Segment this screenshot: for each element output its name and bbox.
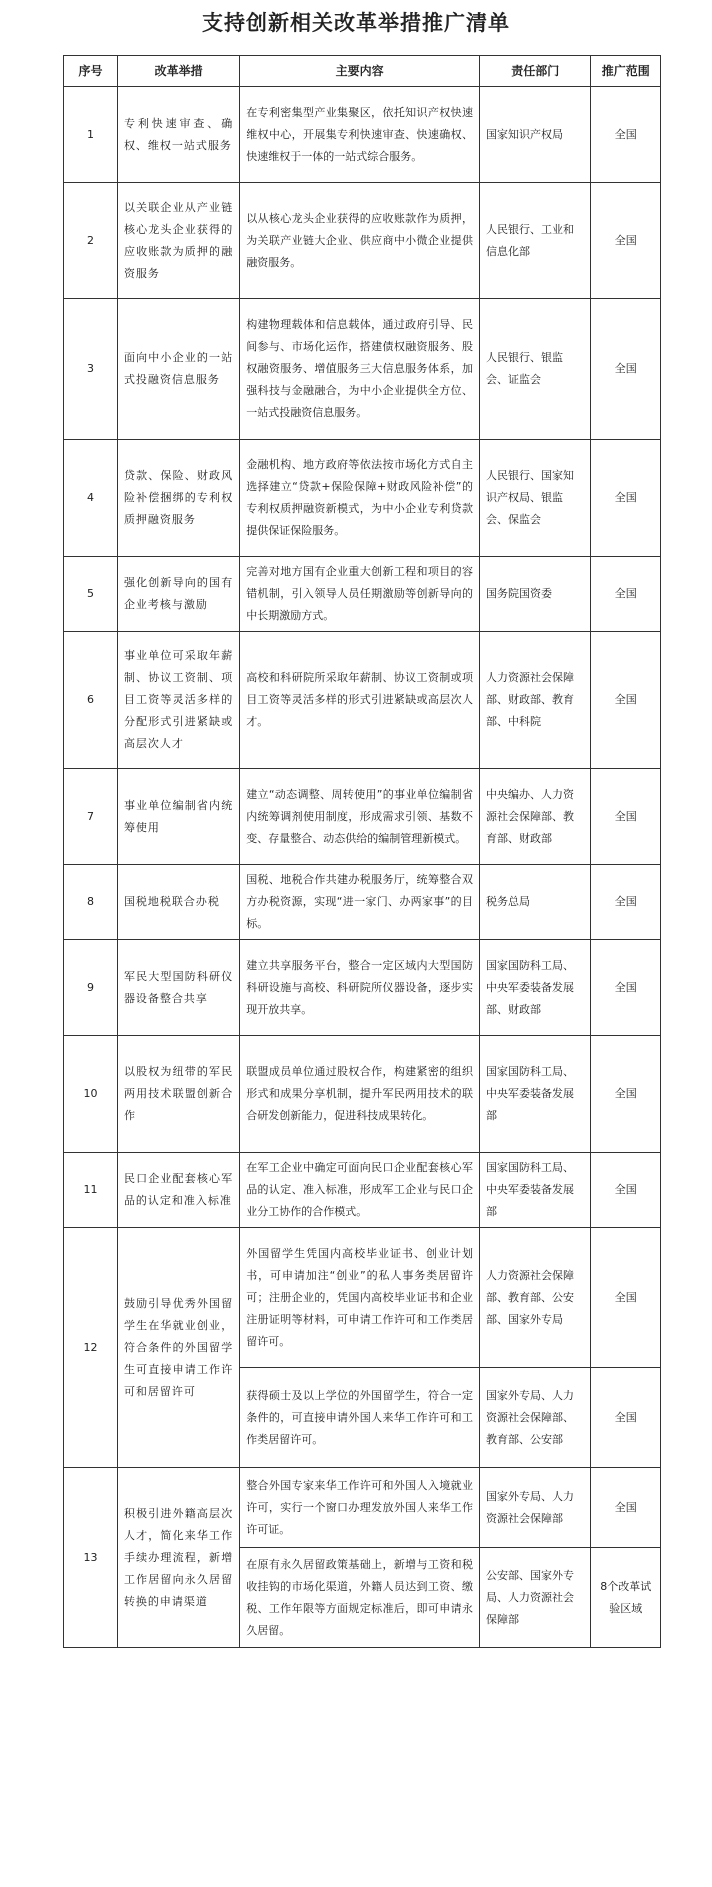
header-measure: 改革举措 xyxy=(117,56,239,87)
main-content: 在军工企业中确定可面向民口企业配套核心军品的认定、准入标准，形成军工企业与民口企业分工协作的合作模式。 xyxy=(240,1153,480,1228)
row-number: 4 xyxy=(64,440,118,557)
table-row xyxy=(64,557,661,632)
row-number: 12 xyxy=(64,1228,118,1468)
promotion-scope: 全国 xyxy=(591,769,661,865)
responsible-dept: 人力资源社会保障部、财政部、教育部、中科院 xyxy=(479,632,590,769)
main-content: 建立“动态调整、周转使用”的事业单位编制省内统筹调剂使用制度，形成需求引领、基数不变、存量整合、动态供给的编制管理新模式。 xyxy=(240,769,480,865)
responsible-dept: 国家知识产权局 xyxy=(479,87,590,183)
page-title: 支持创新相关改革举措推广清单 xyxy=(202,10,510,35)
row-number: 3 xyxy=(64,299,118,440)
row-number: 10 xyxy=(64,1036,118,1153)
reform-measure: 事业单位编制省内统筹使用 xyxy=(117,769,239,865)
responsible-dept: 国家国防科工局、中央军委装备发展部 xyxy=(479,1153,590,1228)
row-number: 11 xyxy=(64,1153,118,1228)
responsible-dept: 国家国防科工局、中央军委装备发展部、财政部 xyxy=(479,940,590,1036)
main-content: 整合外国专家来华工作许可和外国人入境就业许可，实行一个窗口办理发放外国人来华工作许可证。 xyxy=(240,1468,480,1548)
reform-measure: 民口企业配套核心军品的认定和准入标准 xyxy=(117,1153,239,1228)
reform-measure: 鼓励引导优秀外国留学生在华就业创业，符合条件的外国留学生可直接申请工作许可和居留许可 xyxy=(117,1228,239,1468)
reform-measure: 面向中小企业的一站式投融资信息服务 xyxy=(117,299,239,440)
responsible-dept: 国务院国资委 xyxy=(479,557,590,632)
promotion-scope: 全国 xyxy=(591,865,661,940)
row-number: 5 xyxy=(64,557,118,632)
row-number: 9 xyxy=(64,940,118,1036)
promotion-scope: 全国 xyxy=(591,87,661,183)
responsible-dept: 中央编办、人力资源社会保障部、教育部、财政部 xyxy=(479,769,590,865)
table-row xyxy=(64,632,661,769)
reform-measure: 事业单位可采取年薪制、协议工资制、项目工资等灵活多样的分配形式引进紧缺或高层次人才 xyxy=(117,632,239,769)
reform-measure: 以股权为纽带的军民两用技术联盟创新合作 xyxy=(117,1036,239,1153)
promotion-scope: 全国 xyxy=(591,557,661,632)
promotion-scope: 全国 xyxy=(591,299,661,440)
responsible-dept: 国家外专局、人力资源社会保障部 xyxy=(479,1468,590,1548)
row-number: 2 xyxy=(64,183,118,299)
promotion-scope: 全国 xyxy=(591,632,661,769)
responsible-dept: 国家国防科工局、中央军委装备发展部 xyxy=(479,1036,590,1153)
promotion-scope: 8个改革试验区域 xyxy=(591,1548,661,1648)
main-content: 构建物理载体和信息载体，通过政府引导、民间参与、市场化运作，搭建债权融资服务、股权融资服务、增值服务三大信息服务体系，加强科技与金融融合，为中小企业提供全方位、一站式投融资信息服务。 xyxy=(240,299,480,440)
table-row xyxy=(64,1228,661,1368)
measures-table xyxy=(63,55,661,1648)
responsible-dept: 人民银行、国家知识产权局、银监会、保监会 xyxy=(479,440,590,557)
responsible-dept: 人民银行、银监会、证监会 xyxy=(479,299,590,440)
table-row xyxy=(64,299,661,440)
main-content: 建立共享服务平台，整合一定区域内大型国防科研设施与高校、科研院所仪器设备，逐步实现开放共享。 xyxy=(240,940,480,1036)
promotion-scope: 全国 xyxy=(591,183,661,299)
main-content: 联盟成员单位通过股权合作，构建紧密的组织形式和成果分享机制，提升军民两用技术的联合研发创新能力，促进科技成果转化。 xyxy=(240,1036,480,1153)
main-content: 国税、地税合作共建办税服务厅，统筹整合双方办税资源，实现“进一家门、办两家事”的目标。 xyxy=(240,865,480,940)
table-row xyxy=(64,183,661,299)
table-row xyxy=(64,865,661,940)
table-row xyxy=(64,769,661,865)
reform-measure: 贷款、保险、财政风险补偿捆绑的专利权质押融资服务 xyxy=(117,440,239,557)
row-number: 1 xyxy=(64,87,118,183)
responsible-dept: 人力资源社会保障部、教育部、公安部、国家外专局 xyxy=(479,1228,590,1368)
table-row xyxy=(64,1036,661,1153)
responsible-dept: 公安部、国家外专局、人力资源社会保障部 xyxy=(479,1548,590,1648)
table-row xyxy=(64,940,661,1036)
header-dept: 责任部门 xyxy=(479,56,590,87)
main-content: 以从核心龙头企业获得的应收账款作为质押，为关联产业链大企业、供应商中小微企业提供融资服务。 xyxy=(240,183,480,299)
promotion-scope: 全国 xyxy=(591,940,661,1036)
responsible-dept: 税务总局 xyxy=(479,865,590,940)
promotion-scope: 全国 xyxy=(591,1228,661,1368)
row-number: 8 xyxy=(64,865,118,940)
main-content: 高校和科研院所采取年薪制、协议工资制或项目工资等灵活多样的形式引进紧缺或高层次人才。 xyxy=(240,632,480,769)
promotion-scope: 全国 xyxy=(591,1368,661,1468)
main-content: 外国留学生凭国内高校毕业证书、创业计划书，可申请加注“创业”的私人事务类居留许可；注册企业的，凭国内高校毕业证书和企业注册证明等材料，可申请工作许可和工作类居留许可。 xyxy=(240,1228,480,1368)
table-row xyxy=(64,87,661,183)
table-row xyxy=(64,440,661,557)
row-number: 7 xyxy=(64,769,118,865)
responsible-dept: 国家外专局、人力资源社会保障部、教育部、公安部 xyxy=(479,1368,590,1468)
promotion-scope: 全国 xyxy=(591,1036,661,1153)
header-no: 序号 xyxy=(64,56,118,87)
table-row xyxy=(64,1153,661,1228)
promotion-scope: 全国 xyxy=(591,1468,661,1548)
promotion-scope: 全国 xyxy=(591,1153,661,1228)
main-content: 完善对地方国有企业重大创新工程和项目的容错机制，引入领导人员任期激励等创新导向的中长期激励方式。 xyxy=(240,557,480,632)
promotion-scope: 全国 xyxy=(591,440,661,557)
main-content: 金融机构、地方政府等依法按市场化方式自主选择建立“贷款+保险保障+财政风险补偿”的专利权质押融资新模式，为中小企业专利贷款提供保证保险服务。 xyxy=(240,440,480,557)
reform-measure: 专利快速审查、确权、维权一站式服务 xyxy=(117,87,239,183)
reform-measure: 以关联企业从产业链核心龙头企业获得的应收账款为质押的融资服务 xyxy=(117,183,239,299)
main-content: 在原有永久居留政策基础上，新增与工资和税收挂钩的市场化渠道，外籍人员达到工资、缴税、工作年限等方面规定标准后，即可申请永久居留。 xyxy=(240,1548,480,1648)
row-number: 13 xyxy=(64,1468,118,1648)
main-content: 在专利密集型产业集聚区，依托知识产权快速维权中心，开展集专利快速审查、快速确权、快速维权于一体的一站式综合服务。 xyxy=(240,87,480,183)
table-header-row xyxy=(64,56,661,87)
row-number: 6 xyxy=(64,632,118,769)
reform-measure: 国税地税联合办税 xyxy=(117,865,239,940)
header-scope: 推广范围 xyxy=(591,56,661,87)
reform-measure: 积极引进外籍高层次人才，简化来华工作手续办理流程，新增工作居留向永久居留转换的申请渠道 xyxy=(117,1468,239,1648)
header-content: 主要内容 xyxy=(240,56,480,87)
table-row xyxy=(64,1468,661,1548)
reform-measure: 强化创新导向的国有企业考核与激励 xyxy=(117,557,239,632)
responsible-dept: 人民银行、工业和信息化部 xyxy=(479,183,590,299)
main-content: 获得硕士及以上学位的外国留学生，符合一定条件的，可直接申请外国人来华工作许可和工作类居留许可。 xyxy=(240,1368,480,1468)
reform-measure: 军民大型国防科研仪器设备整合共享 xyxy=(117,940,239,1036)
